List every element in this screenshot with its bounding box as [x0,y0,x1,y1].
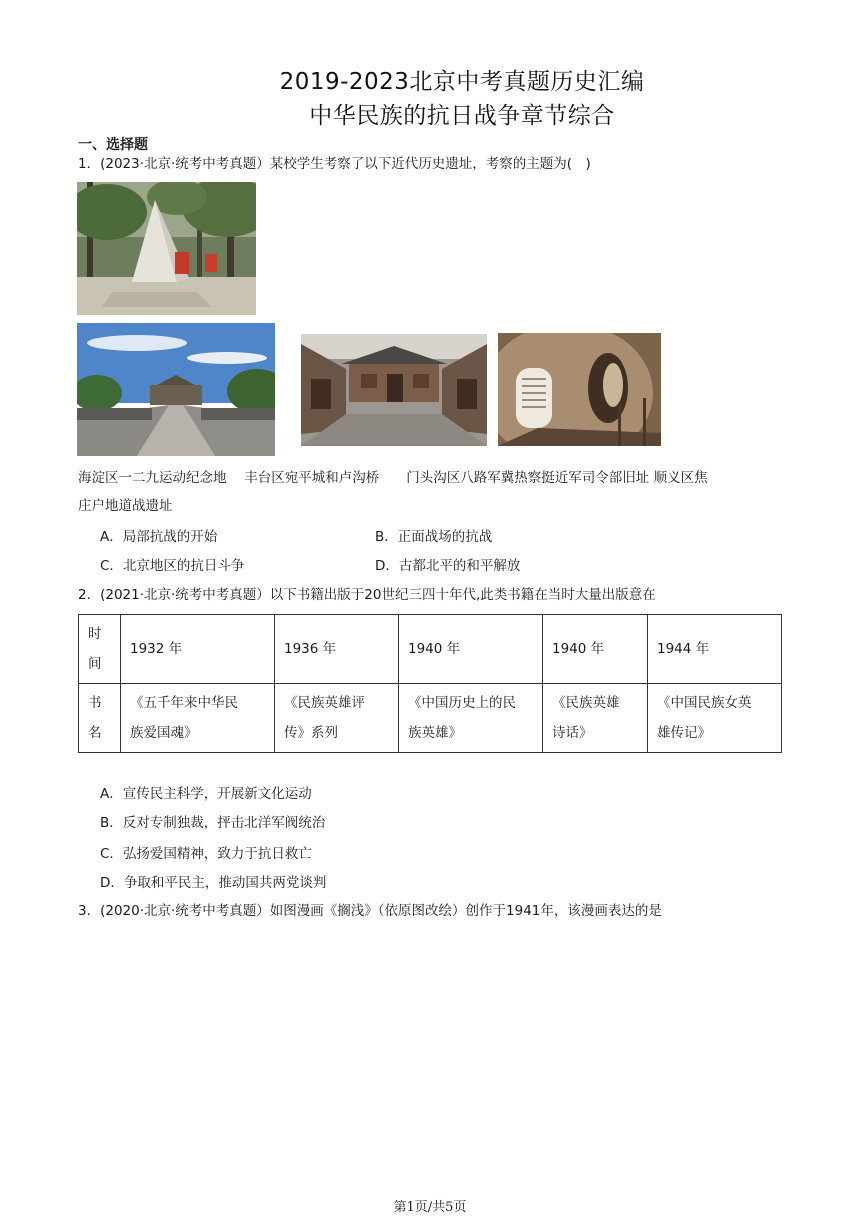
option-text: 北京地区的抗日斗争 [122,558,245,574]
option-letter: D． [100,875,124,891]
table-cell-year: 1940 年 [399,615,543,684]
table-cell-year: 1936 年 [275,615,399,684]
page-footer: 第1页/共5页 [393,1200,467,1215]
document-title-line1: 2019-2023北京中考真题历史汇编 [279,69,645,95]
option-letter: B． [375,529,398,545]
q1-option-d[interactable] [375,556,520,576]
table-cell-year: 1944 年 [648,615,782,684]
table-cell-book: 《民族英雄评 传》系列 [275,684,399,753]
wanping-bridge-photo [77,323,275,456]
option-letter: D． [375,558,399,574]
option-text: 古都北平的和平解放 [398,558,521,574]
table-cell-year: 1940 年 [543,615,648,684]
q1-option-c[interactable] [100,556,244,576]
table-cell-book: 《中国历史上的民 族英雄》 [399,684,543,753]
option-letter: C． [100,846,123,862]
table-cell-book: 《民族英雄 诗话》 [543,684,648,753]
option-text: 弘扬爱国精神，致力于抗日救亡 [122,846,312,862]
option-letter: A． [100,786,123,802]
question-1-stem: 1．(2023·北京·统考中考真题）某校学生考察了以下近代历史遗址，考察的主题为( ) [78,156,591,172]
table-cell-year: 1932 年 [121,615,275,684]
photo-captions-line2: 庄户地道战遗址 [78,498,173,514]
photo-captions-line1: 海淀区一二九运动纪念地 丰台区宛平城和卢沟桥 门头沟区八路军冀热察挺近军司令部旧址 顺义区焦 [78,470,708,486]
table-row-books [79,684,782,753]
option-text: 争取和平民主，推动国共两党谈判 [123,875,327,891]
question-3-stem: 3．(2020·北京·统考中考真题）如图漫画《搁浅》（依原图改绘）创作于1941年，该漫画表达的是 [78,903,662,919]
option-text: 正面战场的抗战 [397,529,493,545]
option-letter: A． [100,529,123,545]
tunnel-warfare-photo [498,333,661,446]
q1-option-b[interactable] [375,527,492,547]
option-text: 反对专制独裁，抨击北洋军阀统治 [122,815,326,831]
document-title-line2: 中华民族的抗日战争章节综合 [309,103,615,129]
q2-option-b[interactable] [100,813,325,833]
table-header-book-name: 书 名 [79,684,121,753]
q2-option-d[interactable] [100,873,326,893]
table-row-years [79,615,782,684]
section-heading: 一、选择题 [78,137,148,153]
question-2-stem: 2．(2021·北京·统考中考真题）以下书籍出版于20世纪三四十年代,此类书籍在当时大量出版意在 [78,587,656,603]
q2-option-a[interactable] [100,784,312,804]
option-text: 宣传民主科学，开展新文化运动 [122,786,312,802]
option-letter: B． [100,815,123,831]
option-letter: C． [100,558,123,574]
table-cell-book: 《中国民族女英 雄传记》 [648,684,782,753]
books-table [78,614,782,753]
monument-photo [77,182,256,315]
headquarters-courtyard-photo [301,334,487,446]
q2-option-c[interactable] [100,844,312,864]
q1-option-a[interactable] [100,527,217,547]
option-text: 局部抗战的开始 [122,529,218,545]
table-header-time: 时 间 [79,615,121,684]
table-cell-book: 《五千年来中华民 族爱国魂》 [121,684,275,753]
